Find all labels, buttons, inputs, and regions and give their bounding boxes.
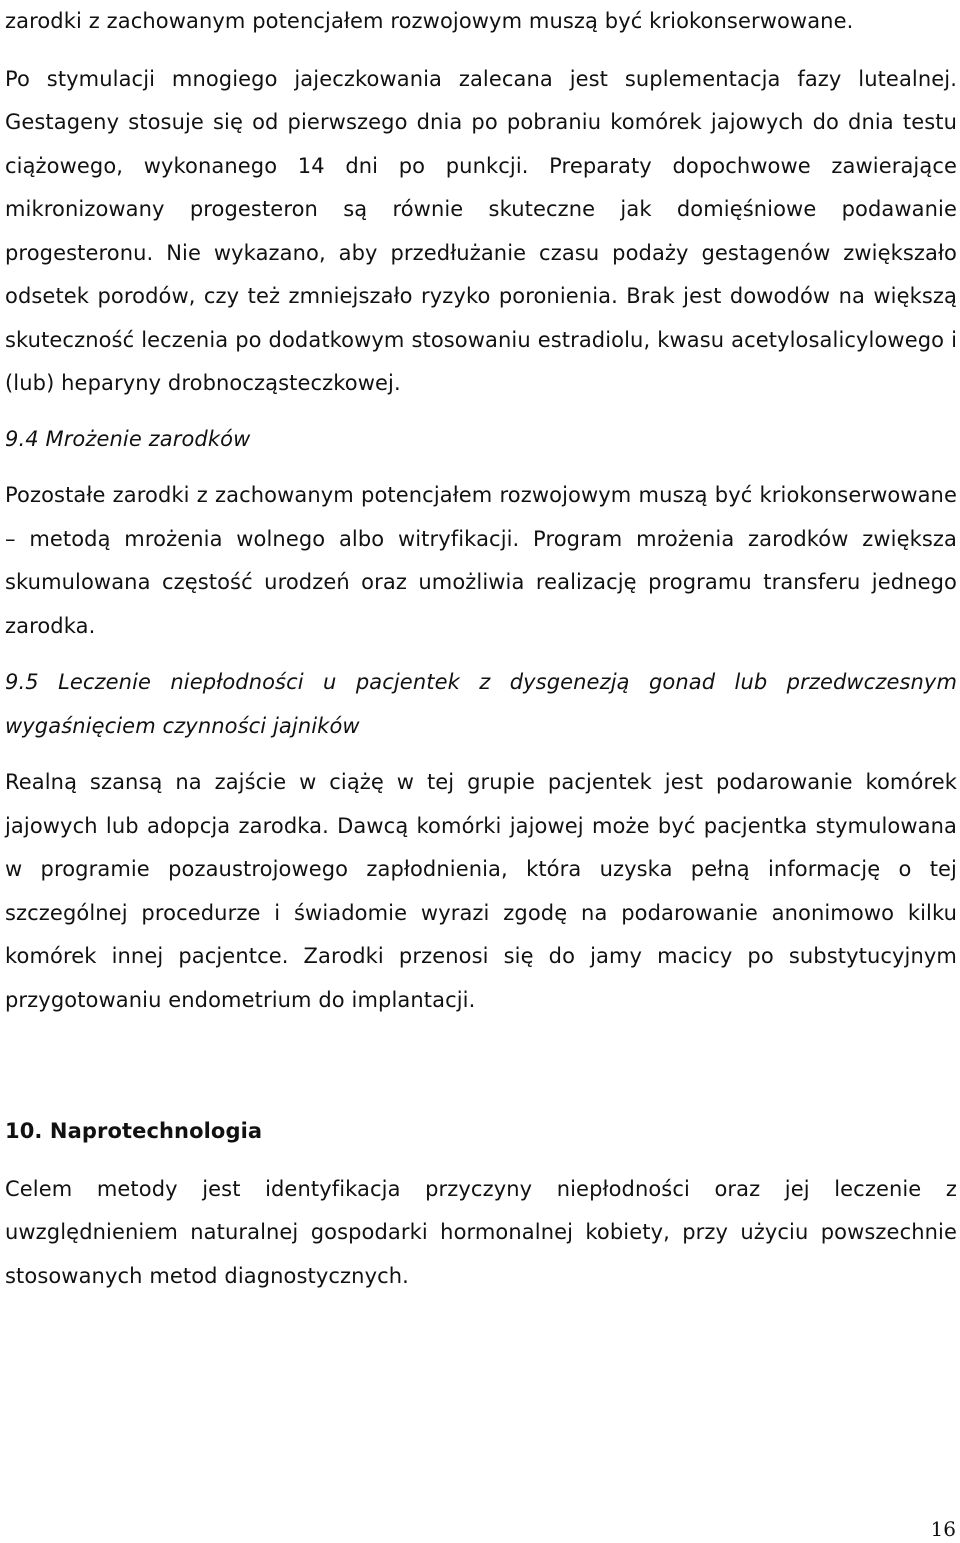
document-page: [5, 0, 957, 1298]
paragraph-embryo-freezing: Pozostałe zarodki z zachowanym potencjałem rozwojowym muszą być kriokonserwowane – metodą mrożenia wolnego albo witryfikacji. Program mrożenia zarodków zwiększa skumulowana częstość urodzeń oraz umożliwia realizację programu transferu jednego zarodka.: [5, 483, 957, 638]
heading-10: 10. Naprotechnologia: [5, 1119, 263, 1143]
paragraph-naprotechnology: Celem metody jest identyfikacja przyczyny niepłodności oraz jej leczenie z uwzględnieniem naturalnej gospodarki hormonalnej kobiety, przy użyciu powszechnie stosowanych metod diagnostycznych.: [5, 1176, 957, 1288]
heading-9-4: 9.4 Mrożenie zarodków: [5, 426, 251, 451]
page-number: 16: [930, 1517, 956, 1541]
paragraph-top: zarodki z zachowanym potencjałem rozwojowym muszą być kriokonserwowane.: [5, 9, 854, 33]
paragraph-luteal-support: Po stymulacji mnogiego jajeczkowania zalecana jest suplementacja fazy lutealnej. Gestageny stosuje się od pierwszego dnia po pobraniu komórek jajowych do dnia testu ciążowego, wykonanego 14 dni po punkcji. Preparaty dopochwowe zawierające mikronizowany progesteron są równie skuteczne jak domięśniowe podawanie progesteronu. Nie wykazano, aby przedłużanie czasu podaży gestagenów zwiększało odsetek porodów, czy też zmniejszało ryzyko poronienia. Brak jest dowodów na większą skuteczność leczenia po dodatkowym stosowaniu estradiolu, kwasu acetylosalicylowego i (lub) heparyny drobnocząsteczkowej.: [5, 66, 957, 395]
paragraph-oocyte-donation: Realną szansą na zajście w ciążę w tej grupie pacjentek jest podarowanie komórek jajowych lub adopcja zarodka. Dawcą komórki jajowej może być pacjentka stymulowana w programie pozaustrojowego zapłodnienia, która uzyska pełną informację o tej szczególnej procedurze i świadomie wyrazi zgodę na podarowanie anonimowo kilku komórek innej pacjentce. Zarodki przenosi się do jamy macicy po substytucyjnym przygotowaniu endometrium do implantacji.: [5, 770, 957, 1012]
heading-9-5: 9.5 Leczenie niepłodności u pacjentek z dysgenezją gonad lub przedwczesnym wygaśnięciem czynności jajników: [5, 670, 957, 738]
